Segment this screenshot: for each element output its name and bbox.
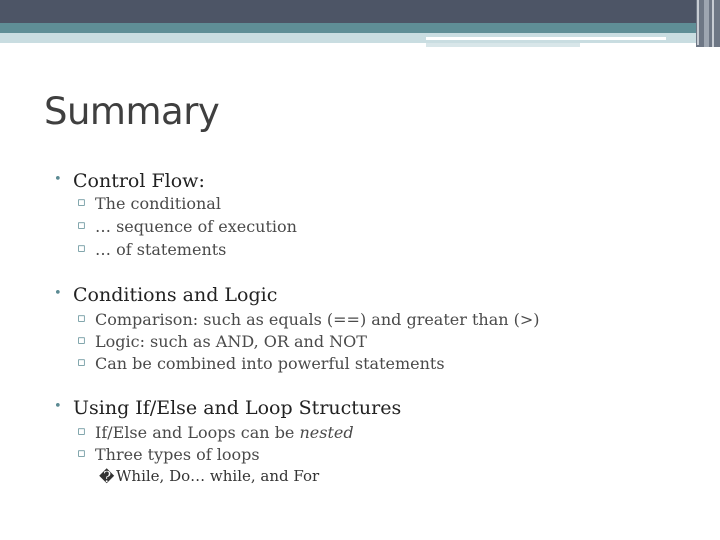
sub-bullet-text: The conditional — [95, 194, 221, 213]
header-corner-stripe — [712, 0, 714, 47]
sub-bullet-text: … sequence of execution — [95, 217, 297, 236]
bullet-dot-icon: • — [54, 286, 62, 301]
slide-title: Summary — [44, 90, 220, 133]
bullet-text: Conditions and Logic — [73, 284, 278, 306]
sub-bullet-text: Comparison: such as equals (==) and greater than (>) — [95, 310, 540, 329]
square-bullet-icon: ▫ — [77, 446, 86, 461]
bullet-dot-icon: • — [54, 172, 62, 187]
sub-bullet-text: Three types of loops — [95, 445, 260, 464]
square-bullet-icon: ▫ — [77, 241, 86, 256]
sub-sub-bullet-text: While, Do… while, and For — [116, 467, 320, 485]
header-accent-line — [426, 37, 666, 40]
sub-bullet-text: … of statements — [95, 240, 227, 259]
emphasis-text: nested — [299, 423, 354, 442]
sub-bullet-text-part: If/Else and Loops can be — [95, 423, 300, 442]
sub-bullet-text: Logic: such as AND, OR and NOT — [95, 332, 367, 351]
header-corner-stripe — [697, 0, 699, 45]
header-band-dark — [0, 0, 720, 23]
header-accent-line-short — [426, 43, 580, 47]
sub-bullet-text: Can be combined into powerful statements — [95, 354, 445, 373]
bullet-dot-icon: • — [54, 399, 62, 414]
square-bullet-icon: ▫ — [77, 218, 86, 233]
bullet-text: Control Flow: — [73, 170, 205, 192]
header-corner-stripe — [704, 0, 709, 47]
square-bullet-icon: ▫ — [77, 424, 86, 439]
sub-bullet-text — [95, 423, 354, 442]
square-bullet-icon: ▫ — [77, 355, 86, 370]
header-band-teal — [0, 23, 720, 33]
missing-glyph-bullet-icon: � — [99, 468, 115, 486]
square-bullet-icon: ▫ — [77, 333, 86, 348]
bullet-text: Using If/Else and Loop Structures — [73, 397, 402, 419]
square-bullet-icon: ▫ — [77, 311, 86, 326]
square-bullet-icon: ▫ — [77, 195, 86, 210]
